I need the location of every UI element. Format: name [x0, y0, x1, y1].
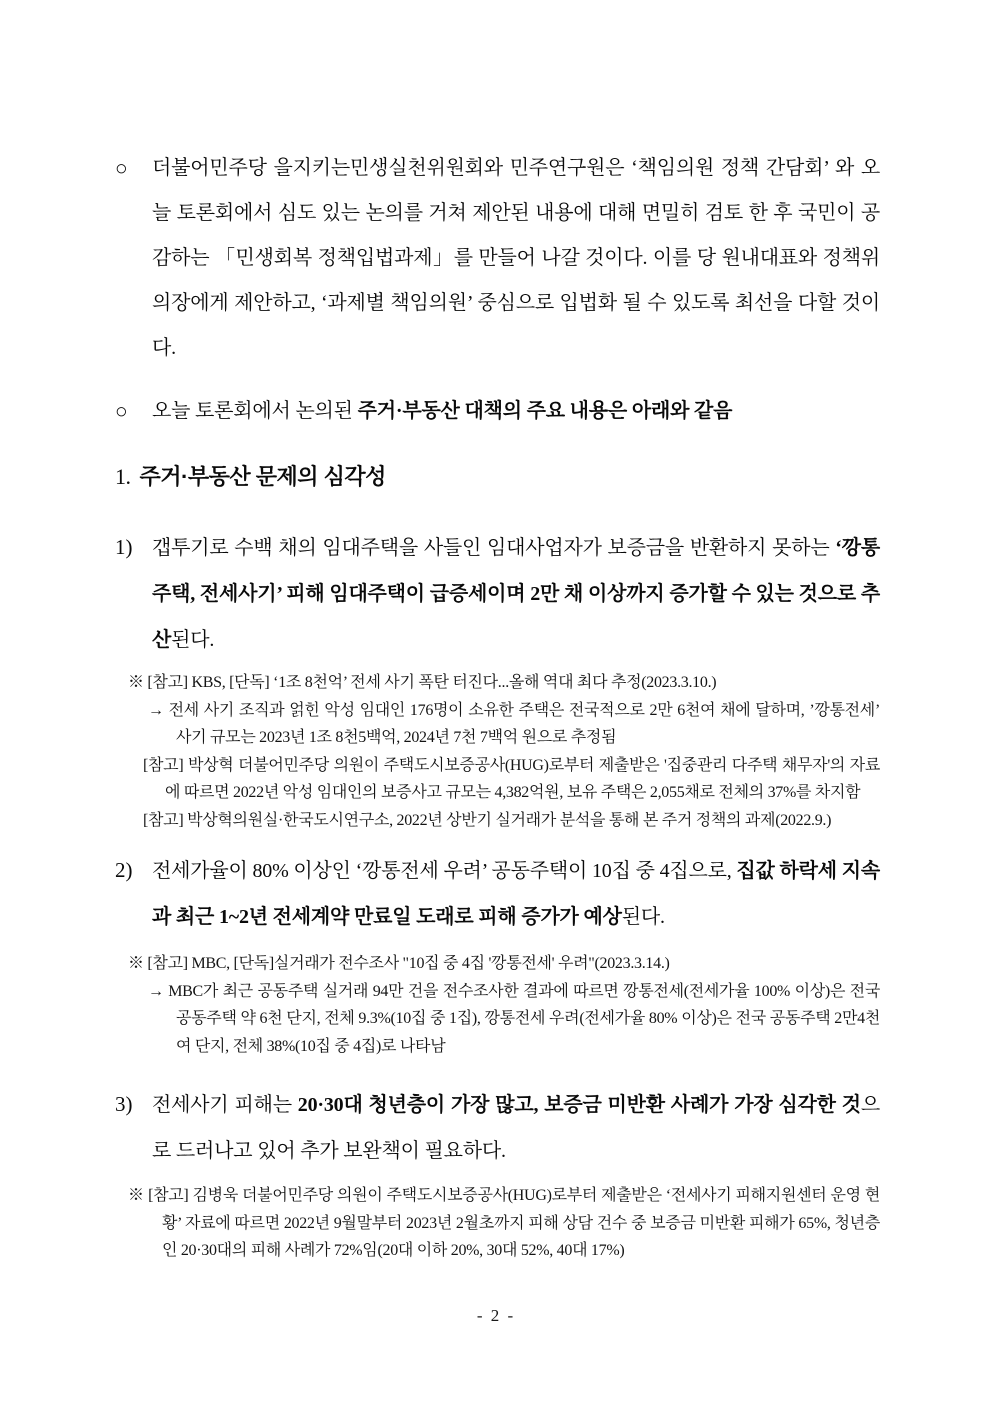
paragraph-text: 더불어민주당 을지키는민생실천위원회와 민주연구원은 ‘책임의원 정책 간담회’ 와 오늘 토론회에서 심도 있는 논의를 거쳐 제안된 내용에 대해 면밀히 검토 한 후 국민이 공감하는 「민생회복 정책입법과제」를 만들어 나갈 것이다. 이를 당 원내대표와 정책위의장에게 제안하고, ‘과제별 책임의원’ 중심으로 입법화 될 수 있도록 최선을 다할 것이다.: [152, 157, 880, 359]
emphasis-text: 20·30대 청년층이 가장 많고, 보증금 미반환 사례가 가장 심각한 것: [297, 1094, 861, 1116]
lead-text: 오늘 토론회에서 논의된: [152, 400, 358, 422]
note-line: → MBC가 최근 공동주택 실거래 94만 건을 전수조사한 결과에 따르면 깡통전세(전세가율 100% 이상)은 전국 공동주택 약 6천 단지, 전체 9.3%(10집 중 1집), 깡통전세 우려(전세가율 80% 이상)은 전국 공동주택 2만4천여 단지, 전체 38%(10집 중 4집)로 나타남: [148, 982, 880, 1055]
note-line: ※ [참고] 김병욱 더불어민주당 의원이 주택도시보증공사(HUG)로부터 제출받은 ‘전세사기 피해지원센터 운영 현황’ 자료에 따르면 2022년 9월말부터 2023년 2월초까지 피해 상담 건수 중 보증금 미반환 피해가 65%, 청년층인 20·30대의 피해 사례가 72%임(20대 이하 20%, 30대 52%, 40대 17%): [128, 1187, 880, 1259]
emphasis-text: 주거·부동산 대책의 주요 내용은 아래와 같음: [357, 400, 733, 422]
emphasis-text: 집값 하락세 지속과 최근 1~2년 전세계약 만료일 도래로 피해 증가가 예상: [152, 860, 880, 928]
item-number: 1): [115, 535, 133, 559]
section-heading-severity: [115, 460, 880, 491]
paragraph-text: [152, 1082, 880, 1174]
section-number: 1.: [115, 464, 131, 489]
numbered-item-2: [115, 848, 880, 940]
circle-bullet: ○: [115, 399, 128, 423]
lead-text: 전세가율이 80% 이상인 ‘깡통전세 우려’ 공동주택이 10집 중 4집으로,: [152, 860, 737, 882]
reference-note-2: [128, 950, 880, 1060]
lead-text: 갭투기로 수백 채의 임대주택을 사들인 임대사업자가 보증금을 반환하지 못하는: [152, 537, 836, 559]
numbered-item-3: [115, 1082, 880, 1174]
paragraph-committee-plan: [115, 146, 880, 371]
lead-text: 전세사기 피해는: [152, 1094, 298, 1116]
tail-text: 으로 드러나고 있어 추가 보완책이 필요하다.: [152, 1094, 880, 1162]
paragraph-text: [152, 525, 880, 663]
circle-bullet: ○: [115, 156, 128, 180]
reference-note-1: [128, 669, 880, 834]
page-number: - 2 -: [476, 1306, 516, 1325]
section-title: 주거·부동산 문제의 심각성: [139, 464, 386, 489]
paragraph-text: [152, 848, 880, 940]
paragraph-text: [152, 389, 880, 434]
item-number: 3): [115, 1092, 133, 1116]
item-number: 2): [115, 858, 133, 882]
tail-text: 된다.: [171, 629, 215, 651]
paragraph-discussion-summary: [115, 389, 880, 434]
note-line: [참고] 박상혁의원실·한국도시연구소, 2022년 상반기 실거래가 분석을 통해 본 주거 정책의 과제(2022.9.): [143, 811, 832, 829]
tail-text: 된다.: [621, 906, 665, 928]
reference-note-3: [128, 1182, 880, 1265]
emphasis-text: ‘깡통주택, 전세사기’ 피해 임대주택이 급증세이며 2만 채 이상까지 증가할 수 있는 것으로 추산: [152, 537, 880, 651]
note-line: ※ [참고] MBC, [단독]실거래가 전수조사 "10집 중 4집 '깡통전세' 우려"(2023.3.14.): [128, 955, 670, 972]
document-body: [115, 146, 880, 1265]
note-line: → 전세 사기 조직과 얽힌 악성 임대인 176명이 소유한 주택은 전국적으로 2만 6천여 채에 달하며, ’깡통전세’ 사기 규모는 2023년 1조 8천5백억, 2024년 7천 7백억 원으로 추정됨: [148, 701, 880, 746]
note-line: [참고] 박상혁 더불어민주당 의원이 주택도시보증공사(HUG)로부터 제출받은 '집중관리 다주택 채무자'의 자료에 따르면 2022년 악성 임대인의 보증사고 규모는 4,382억원, 보유 주택은 2,055채로 전체의 37%를 차지함: [143, 756, 880, 801]
note-line: ※ [참고] KBS, [단독] ‘1조 8천억’ 전세 사기 폭탄 터진다...올해 역대 최다 추정(2023.3.10.): [128, 674, 717, 691]
numbered-item-1: [115, 525, 880, 663]
